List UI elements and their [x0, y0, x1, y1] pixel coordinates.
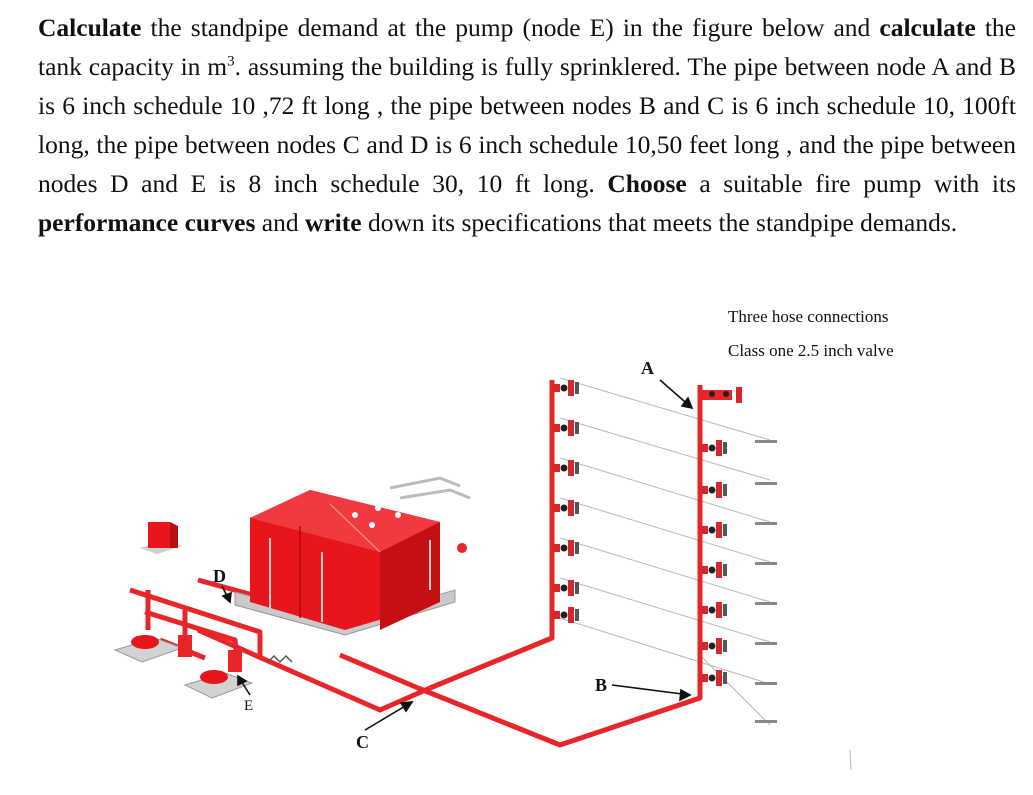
node-a-label: A: [641, 358, 654, 378]
calculate-word-2: calculate: [879, 13, 976, 42]
standpipe-diagram: [0, 290, 1033, 795]
problem-text-5: and: [255, 208, 305, 237]
roof-manifold: [700, 387, 742, 403]
calculate-word-1: Calculate: [38, 13, 142, 42]
problem-text-1: the standpipe demand at the pump (node E) in the figure below and: [141, 13, 880, 42]
node-b-label: B: [595, 675, 608, 695]
problem-text-4: a suitable fire pump with its: [686, 169, 1016, 198]
node-d-label: D: [213, 566, 226, 586]
cubic-superscript: 3: [227, 53, 235, 70]
choose-word: Choose: [607, 169, 687, 198]
control-panel: [140, 522, 182, 554]
hose-valves-riser-2: [700, 440, 727, 686]
annotation-line-1: Three hose connections: [728, 307, 889, 326]
fire-pumps: [115, 635, 292, 698]
performance-curves-phrase: performance curves: [38, 208, 256, 237]
problem-statement: [38, 8, 1016, 242]
write-word: write: [304, 208, 362, 237]
problem-text-3: . assuming the building is fully sprinklered. The pipe between node A and B is 6 inch schedule 10 ,72 ft long , the pipe between nodes B and C is 6 inch schedule 10, 100ft long, the pipe between nodes C and D is 6 inch schedule 10,50 feet long , and the pipe between nodes D and E is 8 inch schedule 30, 10 ft long.: [38, 52, 1016, 198]
annotation-line-2: Class one 2.5 inch valve: [728, 341, 894, 360]
standpipe-figure: [0, 290, 1033, 795]
node-e-label: E: [244, 698, 254, 714]
problem-text-6: down its specifications that meets the standpipe demands.: [361, 208, 958, 237]
problem-text-2: the tank capacity in m: [38, 13, 1016, 81]
hose-valves-riser-1: [552, 380, 579, 623]
node-c-label: C: [356, 732, 369, 752]
water-tanks: [235, 478, 470, 635]
